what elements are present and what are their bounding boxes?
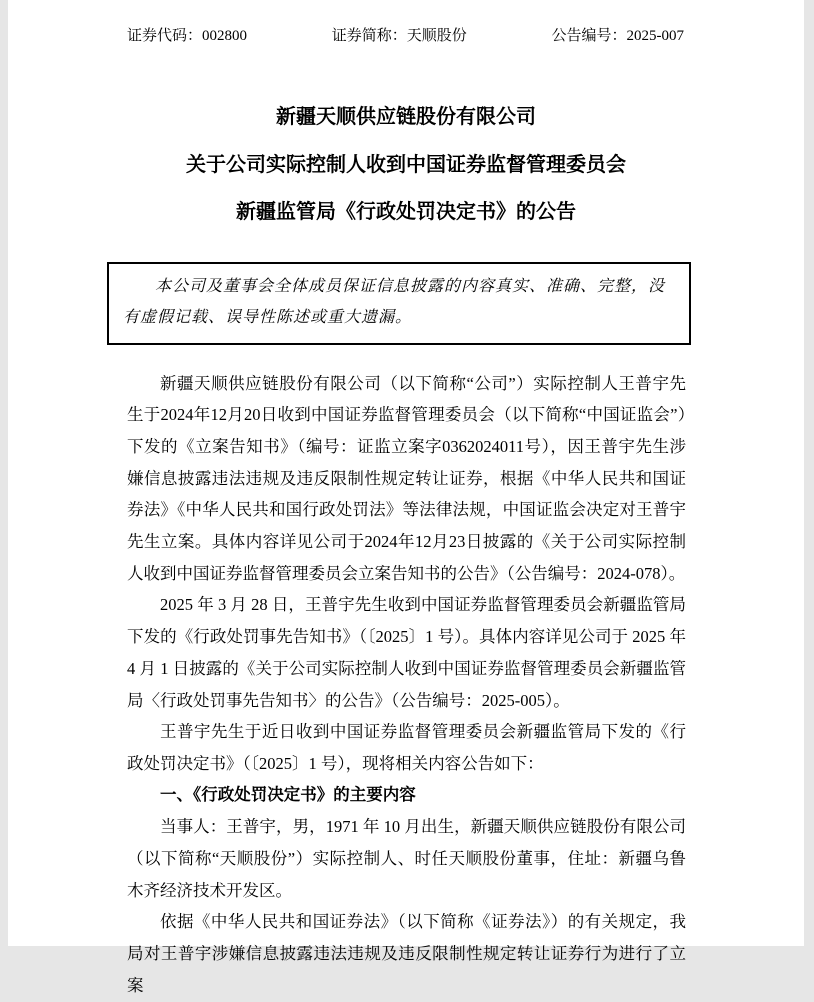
paragraph: 2025 年 3 月 28 日，王普宇先生收到中国证券监督管理委员会新疆监管局下发的《行政处罚事先告知书》（〔2025〕1 号）。具体内容详见公司于 2025 年 4 月 1 日披露的《关于公司实际控制人收到中国证券监督管理委员会新疆监管局〈行政处罚事先告知书〉的公告》（公告编号：2025-005）。 <box>127 595 686 710</box>
title-line-2: 关于公司实际控制人收到中国证券监督管理委员会 <box>186 153 626 176</box>
announcement-title <box>8 94 804 237</box>
title-line-1: 新疆天顺供应链股份有限公司 <box>276 106 536 128</box>
paragraph: 新疆天顺供应链股份有限公司（以下简称“公司”）实际控制人王普宇先生于2024年12月20日收到中国证券监督管理委员会（以下简称“中国证监会”）下发的《立案告知书》（编号：证监立案字0362024011号），因王普宇先生涉嫌信息披露违法违规及违反限制性规定转让证券，根据《中华人民共和国证券法》《中华人民共和国行政处罚法》等法律法规，中国证监会决定对王普宇先生立案。具体内容详见公司于2024年12月23日披露的《关于公司实际控制人收到中国证券监督管理委员会立案告知书的公告》（公告编号：2024-078）。 <box>127 373 686 583</box>
title-line-3: 新疆监管局《行政处罚决定书》的公告 <box>236 201 576 223</box>
paragraph: 王普宇先生于近日收到中国证券监督管理委员会新疆监管局下发的《行政处罚决定书》（〔2025〕1 号），现将相关内容公告如下： <box>127 722 686 773</box>
disclaimer-text: 本公司及董事会全体成员保证信息披露的内容真实、准确、完整，没有虚假记载、误导性陈述或重大遗漏。 <box>123 277 666 326</box>
disclaimer-box <box>107 262 691 345</box>
stock-code-label: 证券代码：002800 <box>127 28 248 44</box>
stock-name-label: 证券简称：天顺股份 <box>331 28 467 44</box>
section-heading: 一、《行政处罚决定书》的主要内容 <box>160 785 416 804</box>
paragraph: 当事人：王普宇，男，1971 年 10 月出生，新疆天顺供应链股份有限公司（以下简称“天顺股份”）实际控制人、时任天顺股份董事，住址：新疆乌鲁木齐经济技术开发区。 <box>127 817 686 900</box>
document-page <box>8 0 804 995</box>
paragraph: 依据《中华人民共和国证券法》（以下简称《证券法》）的有关规定，我局对王普宇涉嫌信息披露违法违规及违反限制性规定转让证券行为进行了立案 <box>127 912 686 995</box>
announcement-body <box>127 368 686 1002</box>
announcement-number-label: 公告编号：2025-007 <box>551 28 684 44</box>
announcement-header <box>8 0 804 46</box>
